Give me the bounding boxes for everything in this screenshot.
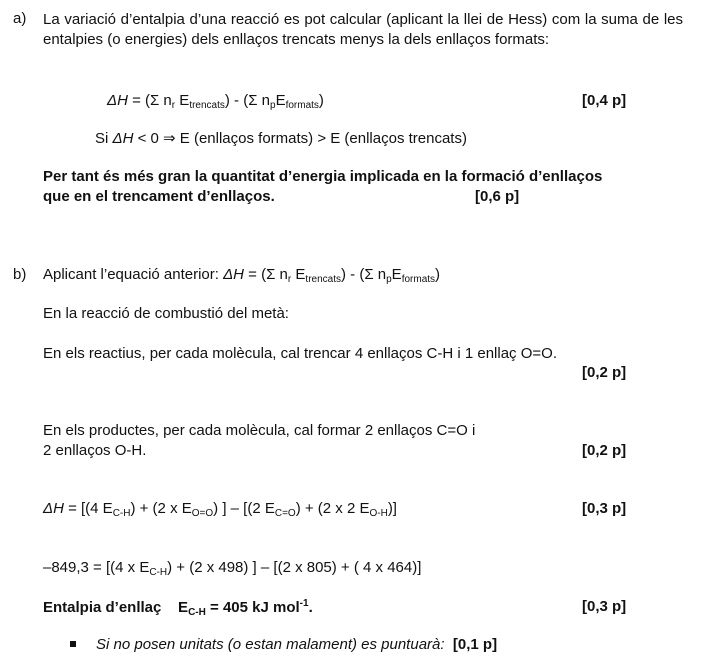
part-a-formula-points: [0,4 p] xyxy=(582,92,627,109)
bullet-icon xyxy=(70,641,76,647)
delta-h-equation: ΔH = [(4 $E_{C-H}) + (2$ x $E_{O=O}$) ] – [(2 $E_{C=O}) + (2$ x 2 $E_{O-H}$)] xyxy=(43,500,397,519)
products-points: [0,2 p] xyxy=(582,442,627,459)
part-a-conclusion-line1: Per tant és més gran la quantitat d’energia implicada en la formació d’enllaços xyxy=(43,168,603,185)
combustion-line: En la reacció de combustió del metà: xyxy=(43,305,289,322)
delta-h-equation-points: [0,3 p] xyxy=(582,500,627,517)
products-line2: 2 enllaços O-H. xyxy=(43,442,147,459)
part-a-conclusion-points: [0,6 p] xyxy=(475,188,520,205)
part-b-intro: Aplicant l’equació anterior: ΔH = (Σ $n_r$ $E_{trencats}) - (\Sigma$ $n_pE_{formats}$) xyxy=(43,266,441,285)
part-b-label: b) xyxy=(13,266,27,283)
numeric-equation: –849,3 = [(4 x $E_{C-H}) + (2$ x 498) ] – [(2 x 805) + ( 4 x 464)] xyxy=(43,559,422,578)
part-a-formula: ΔH = (Σ $n_r$ $E_{trencats}) - (\Sigma$ $n_pE_{formats}$) xyxy=(107,92,324,111)
bond-enthalpy-result: Entalpia d’enllaç $E_{C-H} = 405$ kJ mol$^{-1}$. xyxy=(43,598,313,618)
reactants-points: [0,2 p] xyxy=(582,364,627,381)
products-line1: En els productes, per cada molècula, cal formar 2 enllaços C=O i xyxy=(43,422,476,439)
part-a-condition: Si ΔH < 0 ⇒ E (enllaços formats) > E (enllaços trencats) xyxy=(95,130,467,147)
units-note: Si no posen unitats (o estan malament) es puntuarà: [0,1 p] xyxy=(70,636,497,653)
part-a-conclusion-line2: que en el trencament d’enllaços. xyxy=(43,188,275,205)
part-a-intro: La variació d’entalpia d’una reacció es pot calcular (aplicant la llei de Hess) com la suma de les entalpies (o energies) dels enllaços trencats menys la dels enllaços formats: xyxy=(43,11,683,48)
reactants-line: En els reactius, per cada molècula, cal trencar 4 enllaços C-H i 1 enllaç O=O. xyxy=(43,345,557,362)
bond-enthalpy-points: [0,3 p] xyxy=(582,598,627,615)
part-a-label: a) xyxy=(13,10,27,27)
